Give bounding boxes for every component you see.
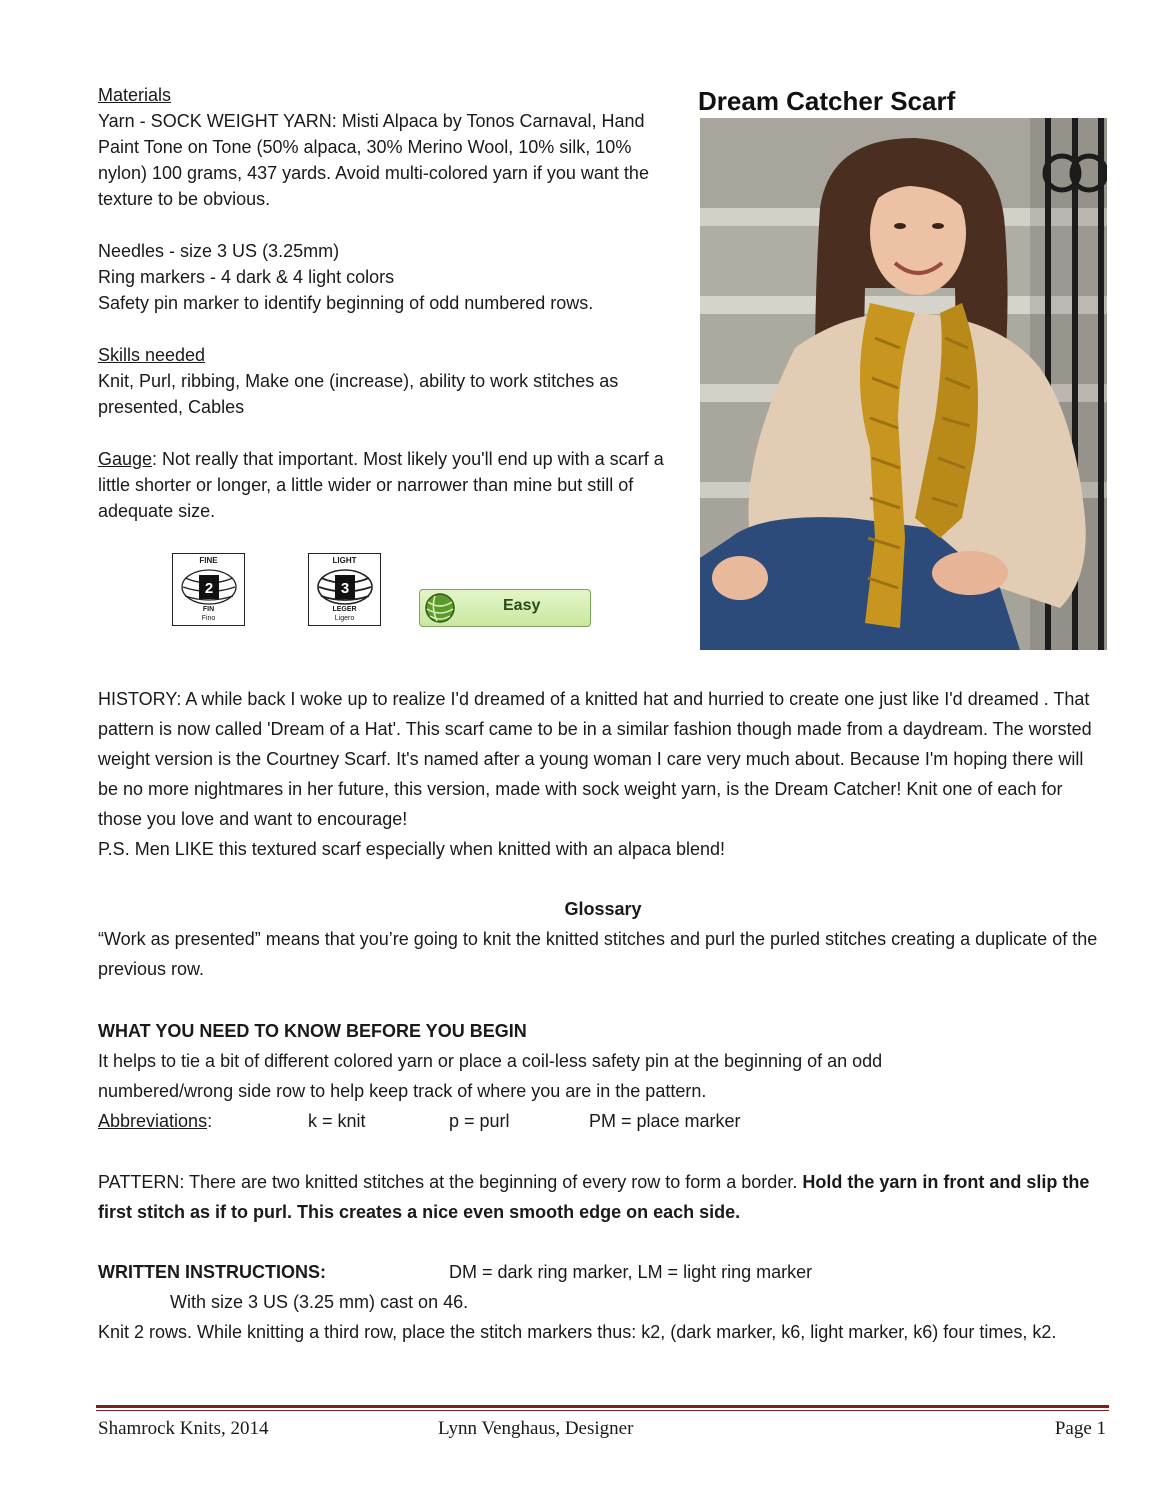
ring-markers-text: Ring markers - 4 dark & 4 light colors (98, 267, 395, 287)
skills-heading: Skills needed (98, 345, 206, 365)
before-begin-text: It helps to tie a bit of different colored yarn or place a coil-less safety pin at the beginning of an odd numbered/wrong side row to help keep track of where you are in the pattern. (98, 1051, 883, 1101)
badge-light-bottom1: LEGER (332, 606, 357, 613)
gauge-text: : Not really that important. Most likely you'll end up with a scarf a little shorter or longer, a little wider or narrower than mine but still of adequate size. (98, 449, 664, 521)
before-begin-heading: WHAT YOU NEED TO KNOW BEFORE YOU BEGIN (98, 1021, 527, 1041)
footer-center: Lynn Venghaus, Designer (438, 1418, 634, 1439)
page-title: Dream Catcher Scarf (698, 86, 956, 116)
history-text: HISTORY: A while back I woke up to realize I'd dreamed of a knitted hat and hurried to create one just like I'd dreamed . That pattern is now called 'Dream of a Hat'. This scarf came to be in a similar fashion though made from a daydream. The worsted weight version is the Courtney Scarf. It's named after a young woman I care very much about. Because I'm hoping there will be no more nightmares in her future, this version, made with sock weight yarn, is the Dream Catcher! Knit one of each for those you love and want to encourage! (98, 689, 1092, 829)
materials-heading: Materials (98, 85, 172, 105)
history-ps: P.S. Men LIKE this textured scarf especially when knitted with an alpaca blend! (98, 839, 726, 859)
safety-pin-text: Safety pin marker to identify beginning of odd numbered rows. (98, 293, 594, 313)
written-instructions-heading: WRITTEN INSTRUCTIONS: (98, 1262, 326, 1282)
abbreviations-label: Abbreviations (98, 1111, 208, 1131)
yarn-skein-icon (315, 566, 375, 608)
rows-instructions: Knit 2 rows. While knitting a third row, place the stitch markers thus: k2, (dark marker, k6, light marker, k6) four times, k2. (98, 1322, 1057, 1342)
pattern-bold-note: Hold the yarn in front and slip the first stitch as if to purl. This creates a nice even smooth edge on each side. (98, 1172, 1090, 1222)
gauge-paragraph (98, 446, 683, 524)
materials-section (98, 82, 683, 524)
footer-divider-thin (96, 1410, 1109, 1411)
badge-light-bottom2: Ligero (334, 615, 355, 622)
badge-fine-number: 2 (204, 580, 214, 597)
abbreviations-colon: : (207, 1111, 213, 1131)
badge-light-top-label: LIGHT (332, 556, 357, 565)
yarn-skein-icon (179, 566, 239, 608)
footer-divider (96, 1405, 1109, 1408)
yarn-text: Yarn - SOCK WEIGHT YARN: Misti Alpaca by Tonos Carnaval, Hand Paint Tone on Tone (50% alpaca, 30% Merino Wool, 10% silk, 10% nylon) 100 grams, 437 yards. Avoid multi-colored yarn if you want the texture to be obvious. (98, 111, 649, 209)
skills-text: Knit, Purl, ribbing, Make one (increase), ability to work stitches as presented, Cables (98, 371, 619, 417)
gauge-heading: Gauge (98, 449, 153, 469)
footer-left: Shamrock Knits, 2014 (98, 1418, 269, 1439)
badge-light-number: 3 (340, 580, 350, 597)
needles-text: Needles - size 3 US (3.25mm) (98, 241, 340, 261)
history-section (98, 684, 1108, 864)
badge-fine-bottom1: FIN (202, 606, 215, 613)
badge-fine-top-label: FINE (199, 556, 218, 565)
abbr-purl: p = purl (449, 1111, 510, 1131)
pattern-paragraph (98, 1167, 1108, 1227)
abbr-knit: k = knit (308, 1111, 366, 1131)
footer-page-number: Page 1 (1054, 1418, 1106, 1439)
abbr-place-marker: PM = place marker (589, 1111, 741, 1131)
model-photo (700, 118, 1107, 650)
yarn-weight-fine-badge (172, 553, 245, 626)
glossary-heading: Glossary (564, 899, 642, 919)
badge-fine-bottom2: Fino (201, 615, 216, 622)
glossary-text: “Work as presented” means that you’re going to knit the knitted stitches and purl the purled stitches creating a duplicate of the previous row. (98, 929, 1098, 979)
marker-legend: DM = dark ring marker, LM = light ring marker (449, 1262, 813, 1282)
cast-on-text: With size 3 US (3.25 mm) cast on 46. (170, 1292, 469, 1312)
easy-label: Easy (503, 597, 541, 614)
photo-illustration (700, 118, 1107, 650)
pattern-intro: PATTERN: There are two knitted stitches at the beginning of every row to form a border. (98, 1172, 803, 1192)
yarn-ball-icon (423, 592, 457, 624)
skill-level-easy-badge (419, 589, 591, 627)
yarn-weight-light-badge (308, 553, 381, 626)
